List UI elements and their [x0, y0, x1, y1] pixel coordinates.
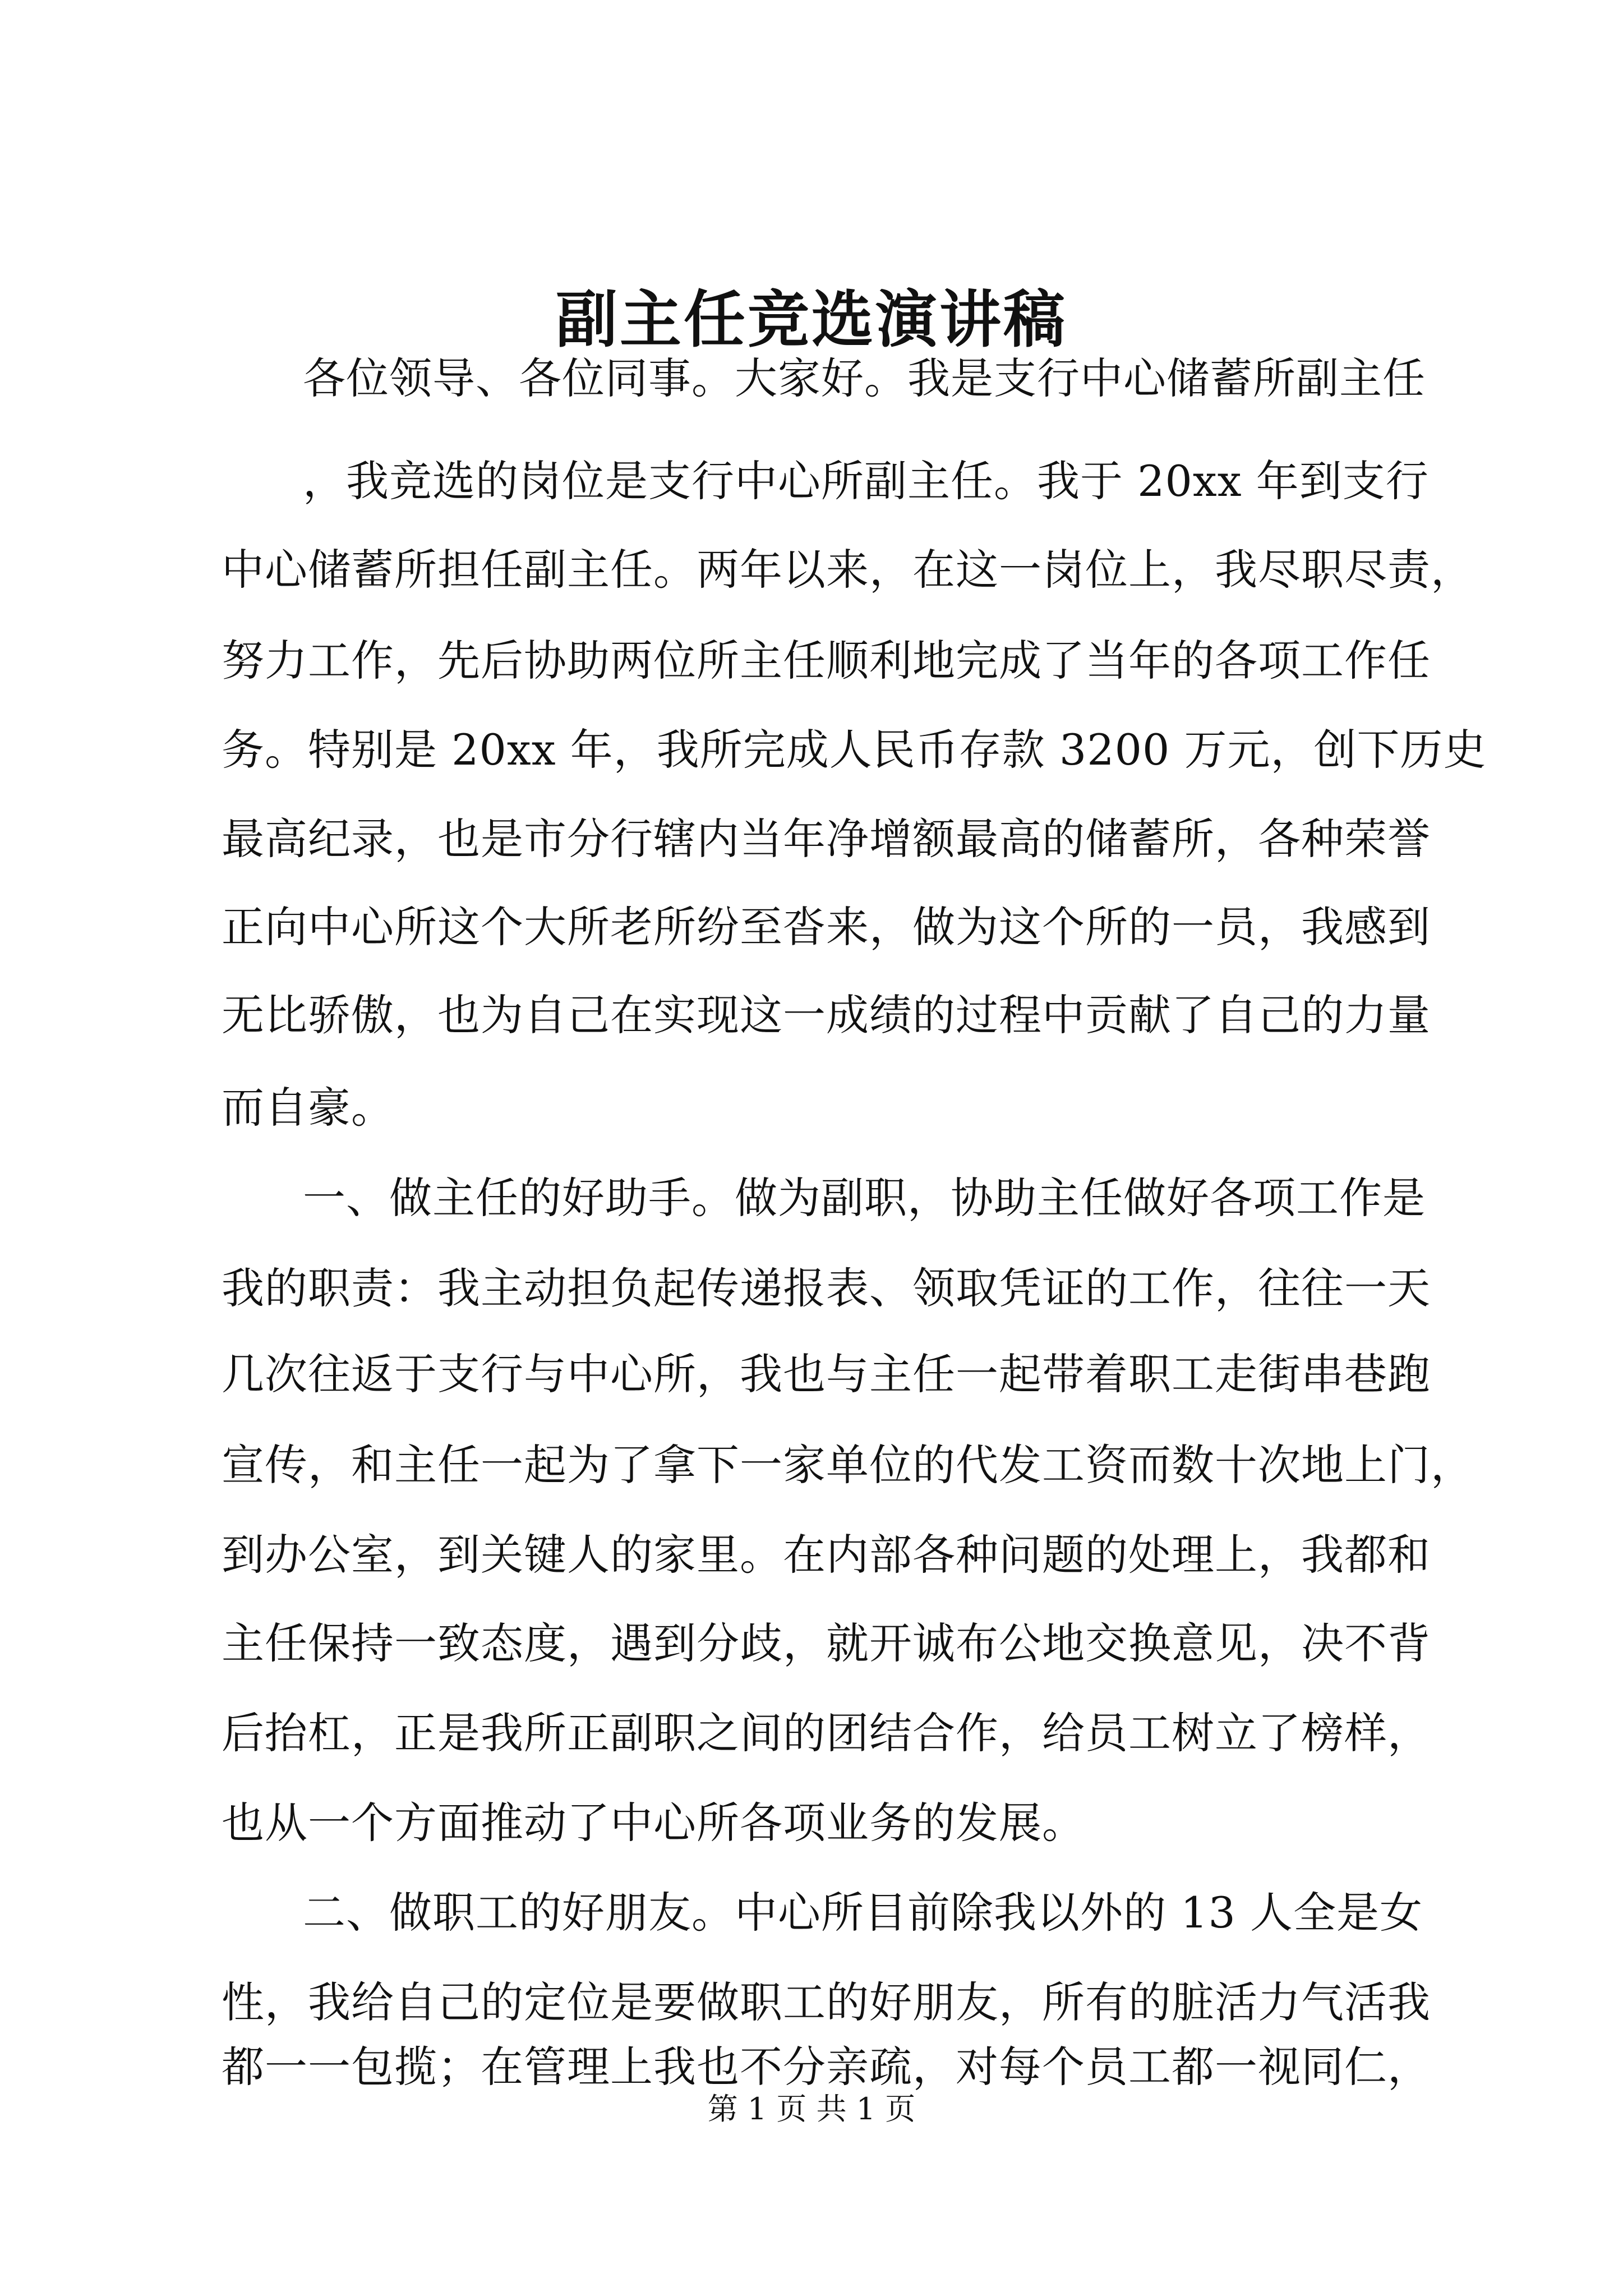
body-line: 我的职责：我主动担负起传递报表、领取凭证的工作，往往一天: [222, 1263, 1431, 1313]
body-line: 一、做主任的好助手。做为副职，协助主任做好各项工作是: [303, 1173, 1426, 1223]
body-line: 几次往返于支行与中心所，我也与主任一起带着职工走街串巷跑: [222, 1349, 1431, 1399]
body-line: 到办公室，到关键人的家里。在内部各种问题的处理上，我都和: [222, 1530, 1431, 1580]
body-line: 性，我给自己的定位是要做职工的好朋友，所有的脏活力气活我: [222, 1977, 1431, 2027]
body-line: 无比骄傲，也为自己在实现这一成绩的过程中贡献了自己的力量: [222, 990, 1431, 1040]
body-line: 而自豪。: [222, 1083, 394, 1133]
body-line: 务。特别是 20xx 年，我所完成人民币存款 3200 万元，创下历史: [222, 725, 1487, 775]
page-footer: 第 1 页 共 1 页: [707, 2091, 916, 2127]
body-line: 努力工作，先后协助两位所主任顺利地完成了当年的各项工作任: [222, 636, 1431, 685]
body-line: 中心储蓄所担任副主任。两年以来，在这一岗位上，我尽职尽责，: [222, 545, 1474, 595]
body-line: 宣传，和主任一起为了拿下一家单位的代发工资而数十次地上门，: [222, 1440, 1474, 1490]
body-line: 正向中心所这个大所老所纷至沓来，做为这个所的一员，我感到: [222, 902, 1431, 952]
body-line: 最高纪录，也是市分行辖内当年净增额最高的储蓄所，各种荣誉: [222, 814, 1431, 864]
body-line: 后抬杠，正是我所正副职之间的团结合作，给员工树立了榜样，: [222, 1708, 1431, 1758]
body-line: 都一一包揽；在管理上我也不分亲疏，对每个员工都一视同仁，: [222, 2042, 1431, 2092]
body-line: 主任保持一致态度，遇到分歧，就开诚布公地交换意见，决不背: [222, 1618, 1431, 1668]
body-line: 各位领导、各位同事。大家好。我是支行中心储蓄所副主任: [303, 353, 1426, 403]
document-title: 副主任竞选演讲稿: [556, 283, 1067, 356]
body-line: ，我竞选的岗位是支行中心所副主任。我于 20xx 年到支行: [303, 456, 1429, 506]
body-line: 也从一个方面推动了中心所各项业务的发展。: [222, 1798, 1085, 1848]
body-line: 二、做职工的好朋友。中心所目前除我以外的 13 人全是女: [303, 1888, 1423, 1938]
